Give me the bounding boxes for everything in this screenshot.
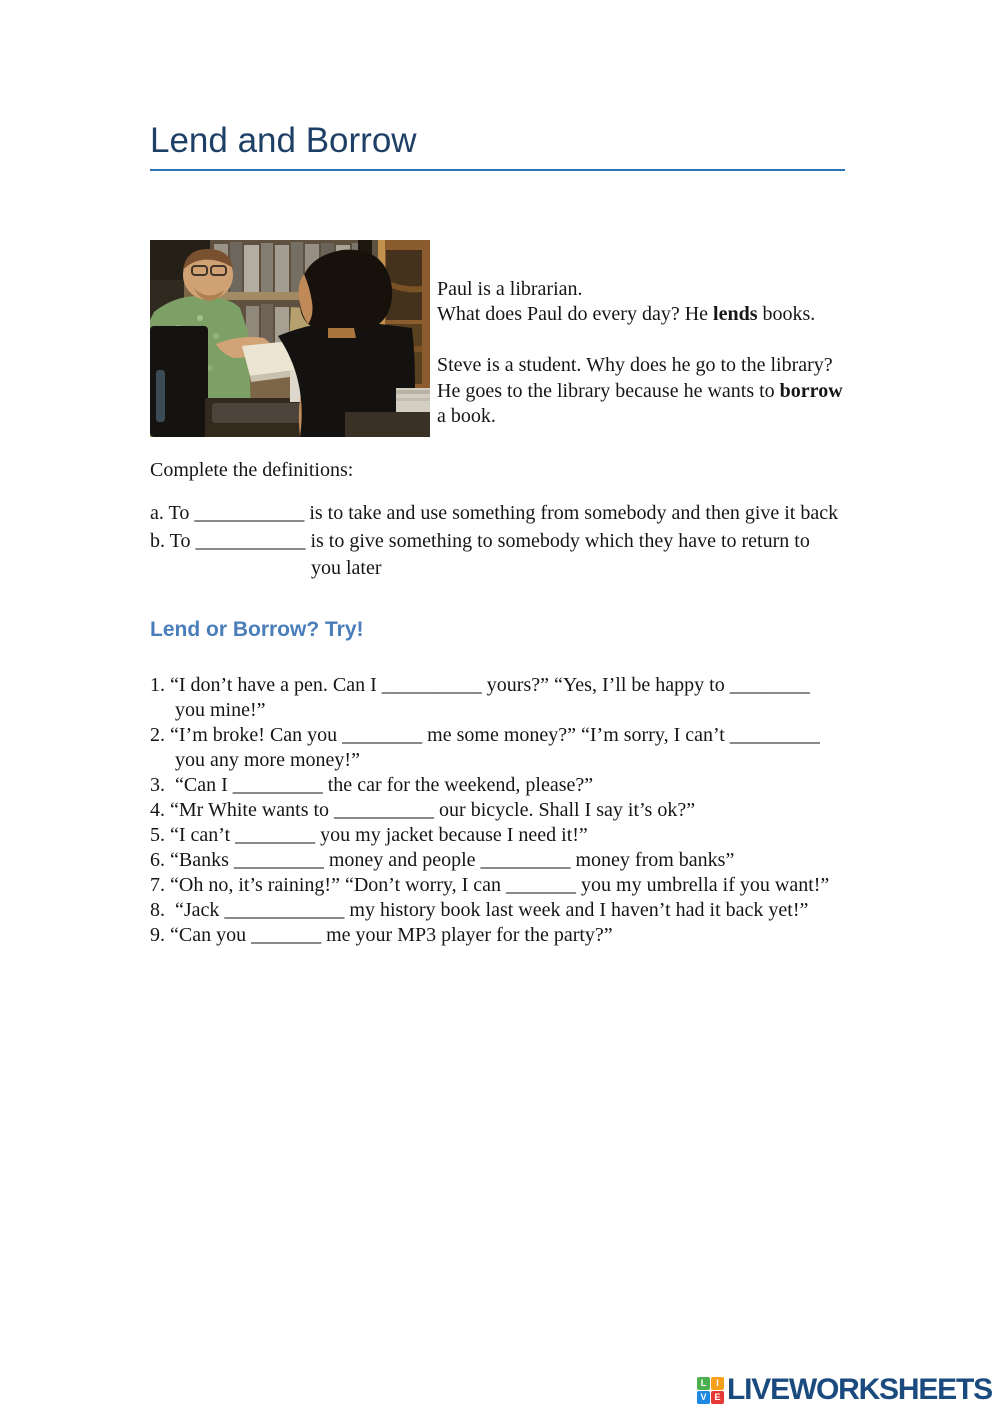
spacer	[437, 328, 843, 353]
intro-line-2	[437, 302, 843, 327]
exercise-item-6: 6. “Banks _________ money and people _________ money from banks”	[150, 849, 735, 871]
logo-square-l: L	[697, 1377, 710, 1390]
intro-line-5: a book.	[437, 405, 496, 428]
exercise-item-2-continued: you any more money!”	[175, 749, 360, 771]
brand-wordmark: LIVEWORKSHEETS	[727, 1373, 992, 1406]
exercise-item-2: 2. “I’m broke! Can you ________ me some money?” “I’m sorry, I can’t _________	[150, 724, 820, 746]
intro-line-2-post: books.	[757, 303, 816, 326]
exercise-heading: Lend or Borrow? Try!	[150, 618, 364, 641]
definitions-list	[150, 500, 838, 583]
page-title: Lend and Borrow	[150, 120, 845, 171]
logo-square-v: V	[697, 1391, 710, 1404]
exercise-item-7: 7. “Oh no, it’s raining!” “Don’t worry, I can _______ you my umbrella if you want!”	[150, 874, 830, 896]
logo-square-e: E	[711, 1391, 724, 1404]
definition-b-continued: you later	[311, 557, 382, 579]
intro-line-4	[437, 379, 843, 404]
logo-square-i: I	[711, 1377, 724, 1390]
exercise-item-1: 1. “I don’t have a pen. Can I __________ yours?” “Yes, I’ll be happy to ________	[150, 674, 810, 696]
intro-line-1: Paul is a librarian.	[437, 278, 583, 300]
exercise-item-4: 4. “Mr White wants to __________ our bicycle. Shall I say it’s ok?”	[150, 799, 696, 821]
exercise-item-3: 3. “Can I _________ the car for the weekend, please?”	[150, 774, 594, 796]
intro-text	[437, 277, 843, 429]
exercise-list	[150, 673, 829, 948]
exercise-item-1-continued: you mine!”	[175, 699, 266, 721]
liveworksheets-logo-grid	[697, 1377, 724, 1404]
definition-b: b. To ___________ is to give something to somebody which they have to return to	[150, 529, 810, 552]
library-photo-image	[150, 240, 430, 437]
definitions-heading: Complete the definitions:	[150, 459, 354, 481]
intro-line-2-pre: What does Paul do every day? He	[437, 303, 714, 326]
intro-line-2-bold: lends	[713, 303, 758, 326]
definition-a: a. To ___________ is to take and use something from somebody and then give it back	[150, 502, 839, 524]
intro-line-4-bold: borrow	[779, 379, 843, 402]
intro-line-4-pre: He goes to the library because he wants to	[437, 379, 780, 402]
exercise-item-9: 9. “Can you _______ me your MP3 player for the party?”	[150, 924, 613, 946]
intro-line-3: Steve is a student. Why does he go to the library?	[437, 354, 833, 377]
exercise-item-5: 5. “I can’t ________ you my jacket because I need it!”	[150, 824, 588, 846]
exercise-item-8: 8. “Jack ____________ my history book last week and I haven’t had it back yet!”	[150, 899, 809, 921]
liveworksheets-logo[interactable]	[697, 1373, 992, 1407]
